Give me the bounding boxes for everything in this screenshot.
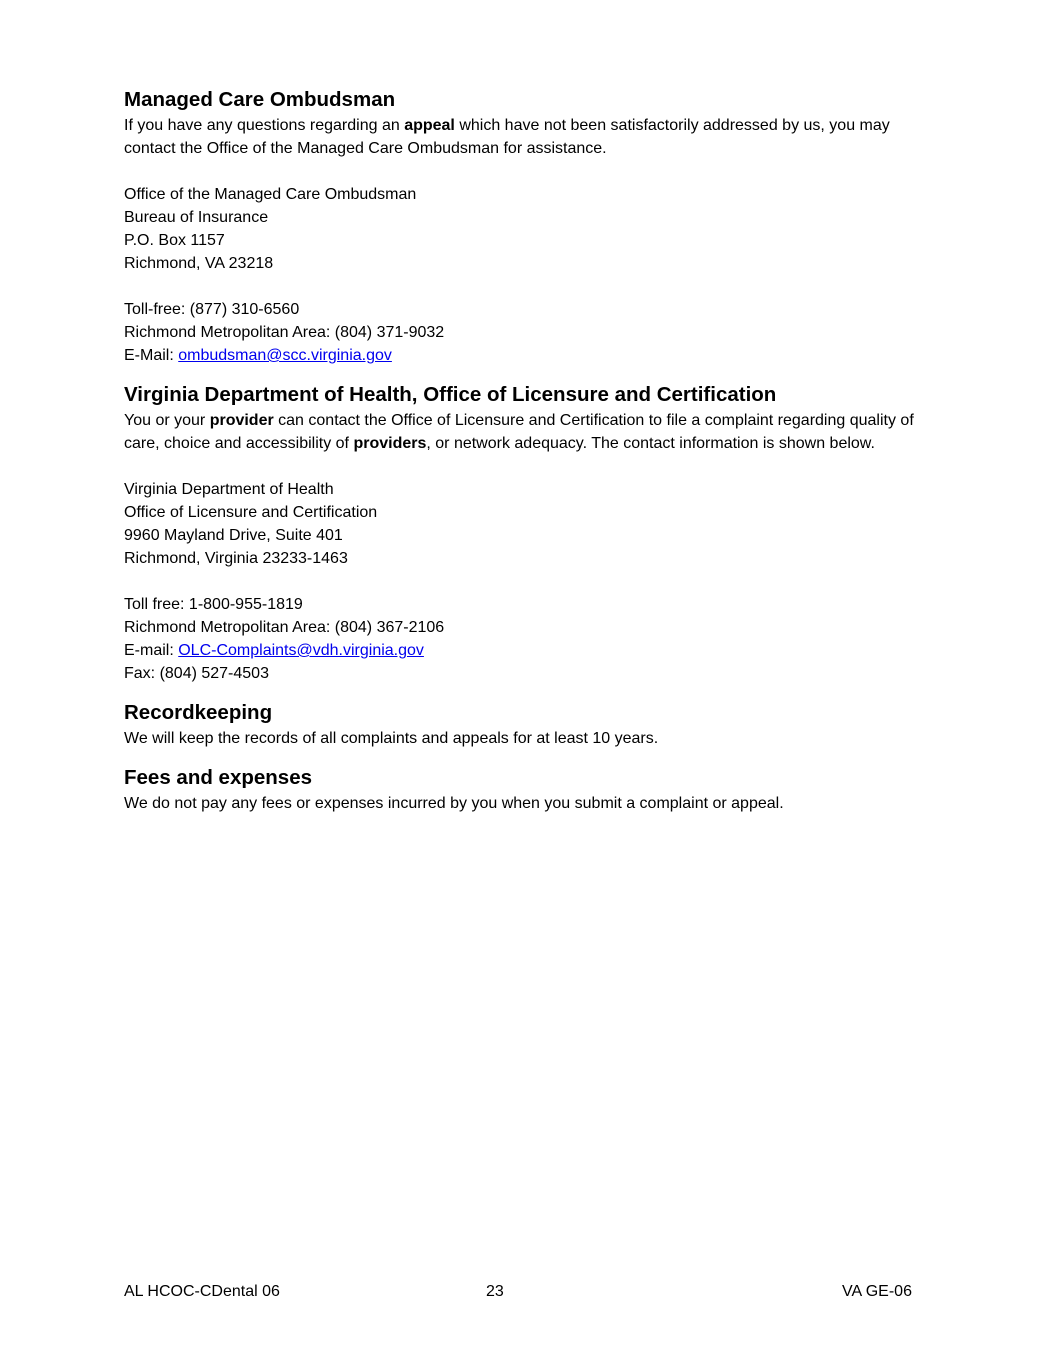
vdh-address-line: 9960 Mayland Drive, Suite 401 bbox=[124, 527, 343, 544]
fees-body: We do not pay any fees or expenses incurred by you when you submit a complaint or appeal. bbox=[124, 795, 784, 812]
ombudsman-address-line: Office of the Managed Care Ombudsman bbox=[124, 186, 417, 203]
footer-page-number: 23 bbox=[486, 1283, 504, 1300]
vdh-email-line: E-mail: OLC-Complaints@vdh.virginia.gov bbox=[124, 642, 424, 659]
vdh-address-line: Richmond, Virginia 23233-1463 bbox=[124, 550, 348, 567]
ombudsman-intro: If you have any questions regarding an appeal which have not been satisfactorily addressed by us, you may contact the Office of the Managed Care Ombudsman for assistance. bbox=[124, 117, 890, 157]
provider-term: provider bbox=[209, 412, 274, 429]
heading-fees-expenses: Fees and expenses bbox=[124, 766, 313, 789]
heading-recordkeeping: Recordkeeping bbox=[124, 701, 273, 724]
heading-vdh-olc: Virginia Department of Health, Office of Licensure and Certification bbox=[124, 383, 777, 406]
ombudsman-address-line: Richmond, VA 23218 bbox=[124, 255, 274, 272]
footer-form-code: AL HCOC-CDental 06 bbox=[124, 1283, 280, 1300]
vdh-fax: Fax: (804) 527-4503 bbox=[124, 665, 269, 682]
vdh-email-link[interactable]: OLC-Complaints@vdh.virginia.gov bbox=[178, 642, 424, 659]
ombudsman-address-line: Bureau of Insurance bbox=[124, 209, 269, 226]
vdh-address-line: Office of Licensure and Certification bbox=[124, 504, 378, 521]
vdh-address-line: Virginia Department of Health bbox=[124, 481, 334, 498]
page-footer bbox=[124, 1280, 924, 1303]
ombudsman-metro-phone: Richmond Metropolitan Area: (804) 371-9032 bbox=[124, 324, 445, 341]
appeal-term: appeal bbox=[404, 117, 455, 134]
ombudsman-email-link[interactable]: ombudsman@scc.virginia.gov bbox=[178, 347, 392, 364]
ombudsman-email-line: E-Mail: ombudsman@scc.virginia.gov bbox=[124, 347, 392, 364]
vdh-tollfree: Toll free: 1-800-955-1819 bbox=[124, 596, 303, 613]
heading-managed-care-ombudsman: Managed Care Ombudsman bbox=[124, 88, 396, 111]
document-body bbox=[124, 86, 1004, 815]
recordkeeping-body: We will keep the records of all complaints and appeals for at least 10 years. bbox=[124, 730, 659, 747]
footer-state-code: VA GE-06 bbox=[842, 1283, 912, 1300]
vdh-intro: You or your provider can contact the Office of Licensure and Certification to file a complaint regarding quality of care, choice and accessibility of providers, or network adequacy. The contact information is shown below. bbox=[124, 412, 914, 452]
vdh-metro-phone: Richmond Metropolitan Area: (804) 367-2106 bbox=[124, 619, 445, 636]
ombudsman-tollfree: Toll-free: (877) 310-6560 bbox=[124, 301, 300, 318]
providers-term: providers bbox=[353, 435, 427, 452]
ombudsman-address-line: P.O. Box 1157 bbox=[124, 232, 225, 249]
